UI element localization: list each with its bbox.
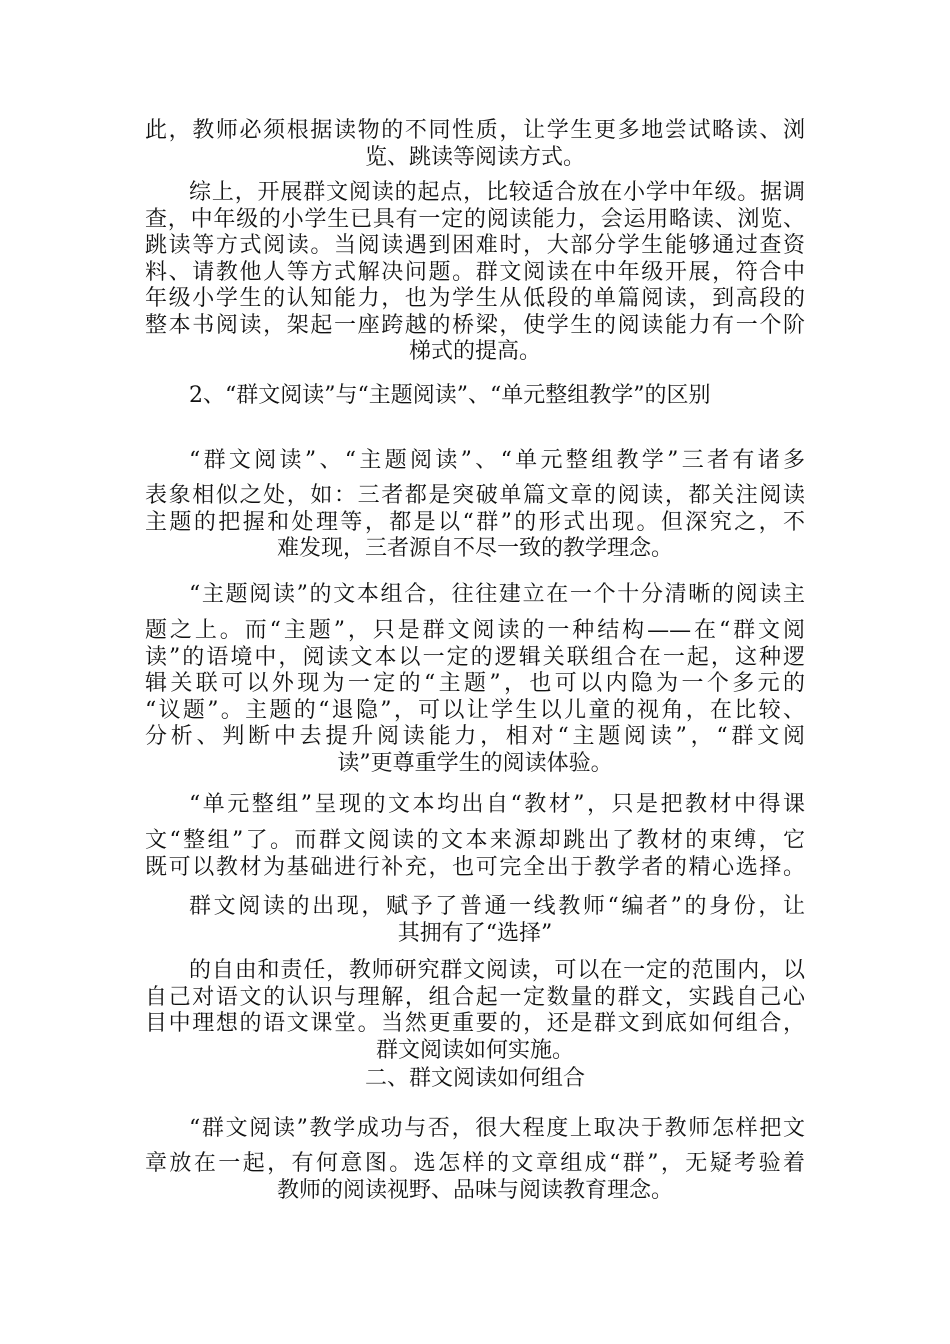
paragraph-4: [145, 582, 805, 609]
paragraph-4-body: [145, 618, 805, 777]
text-line: 自己对语文的认识与理解，组合起一定数量的群文，实践自己心: [145, 984, 805, 1010]
section-heading-3: [145, 1066, 805, 1093]
text-line: 年级小学生的认知能力，也为学生从低段的单篇阅读，到高段的: [145, 286, 805, 311]
section-heading-2: [145, 383, 805, 410]
paragraph-8: [145, 1116, 805, 1143]
paragraph-5: [145, 792, 805, 819]
text-line: 读”的语境中，阅读文本以一定的逻辑关联组合在一起，这种逻: [145, 644, 805, 670]
text-line: 辑关联可以外现为一定的“主题”，也可以内隐为一个多元的: [145, 671, 805, 696]
text-line: “单元整组”呈现的文本均出自“教材”，只是把教材中得课: [189, 792, 805, 817]
text-line: 读”更尊重学生的阅读体验。: [337, 750, 613, 776]
text-line: 分析、判断中去提升阅读能力，相对“主题阅读”，“群文阅: [145, 724, 805, 749]
paragraph-2: [145, 180, 805, 366]
text-line: 题之上。而“主题”，只是群文阅读的一种结构——在“群文阅: [145, 618, 805, 643]
text-line: 跳读等方式阅读。当阅读遇到困难时，大部分学生能够通过查资: [145, 233, 805, 258]
text-line: 难发现，三者源自不尽一致的教学理念。: [276, 536, 673, 561]
text-line: 教师的阅读视野、品味与阅读教育理念。: [276, 1177, 673, 1203]
text-line: 综上，开展群文阅读的起点，比较适合放在小学中年级。据调: [189, 180, 805, 205]
text-line: 目中理想的语文课堂。当然更重要的，还是群文到底如何组合，: [145, 1011, 805, 1036]
text-line: 览、跳读等阅读方式。: [364, 144, 585, 170]
paragraph-1: [145, 118, 805, 171]
text-line: 既可以教材为基础进行补充，也可完全出于教学者的精心选择。: [145, 854, 805, 880]
paragraph-5-body: [145, 828, 805, 881]
heading-text: 二、群文阅读如何组合: [364, 1066, 585, 1091]
text-line: 群文阅读如何实施。: [375, 1037, 574, 1063]
text-line: 料、请教他人等方式解决问题。群文阅读在中年级开展，符合中: [145, 259, 805, 285]
text-line: 文“整组”了。而群文阅读的文本来源却跳出了教材的束缚，它: [145, 828, 805, 853]
text-line: “主题阅读”的文本组合，往往建立在一个十分清晰的阅读主: [189, 582, 805, 607]
paragraph-7: [145, 958, 805, 1064]
text-line: “群文阅读”教学成功与否，很大程度上取决于教师怎样把文: [189, 1116, 805, 1141]
heading-text: 2、“群文阅读”与“主题阅读”、“单元整组教学”的区别: [189, 383, 711, 408]
text-line: 梯式的提高。: [408, 339, 541, 364]
text-line: 其拥有了“选择”: [397, 920, 553, 946]
paragraph-6: [145, 894, 805, 947]
text-line: “群文阅读”、“主题阅读”、“单元整组教学”三者有诸多: [189, 448, 805, 473]
text-line: 的自由和责任，教师研究群文阅读，可以在一定的范围内，以: [189, 958, 805, 983]
paragraph-8-body: [145, 1151, 805, 1204]
text-line: 此，教师必须根据读物的不同性质，让学生更多地尝试略读、浏: [145, 118, 805, 143]
text-line: 主题的把握和处理等，都是以“群”的形式出现。但深究之，不: [145, 509, 805, 535]
paragraph-3-body: [145, 483, 805, 563]
text-line: 章放在一起，有何意图。选怎样的文章组成“群”，无疑考验着: [145, 1151, 805, 1176]
text-line: 群文阅读的出现，赋予了普通一线教师“编者”的身份，让: [189, 894, 805, 919]
text-line: 表象相似之处，如：三者都是突破单篇文章的阅读，都关注阅读: [145, 483, 805, 508]
text-line: 整本书阅读，架起一座跨越的桥梁，使学生的阅读能力有一个阶: [145, 312, 805, 338]
text-line: “议题”。主题的“退隐”，可以让学生以儿童的视角，在比较、: [145, 697, 805, 723]
paragraph-3: [145, 448, 805, 475]
text-line: 查，中年级的小学生已具有一定的阅读能力，会运用略读、浏览、: [145, 206, 805, 232]
